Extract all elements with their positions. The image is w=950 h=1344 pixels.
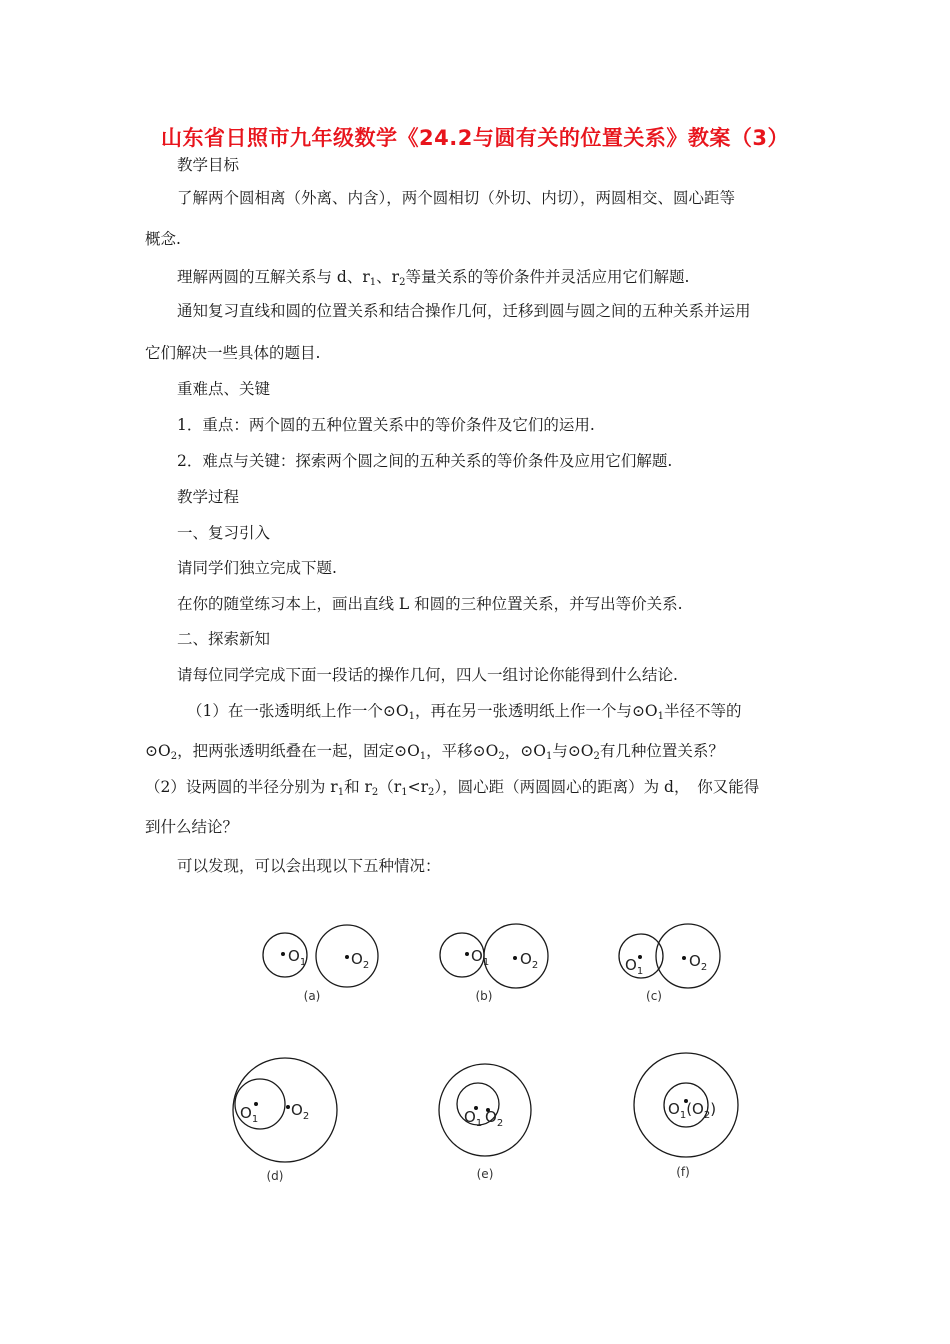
goal-1-line-a: 了解两个圆相离（外离、内含），两个圆相切（外切、内切），两圆相交、圆心距等 (177, 189, 736, 207)
question-2-line-a: （2）设两圆的半径分别为 $r_1$和 $r_2(r_1<r_2)$，圆心距（两圆圆心的距离）为 d， 你又能得 (145, 778, 760, 798)
fig-caption-b: (b) (475, 989, 493, 1003)
question-1-line-a: （1）在一张透明纸上作一个$⊙O_1$，再在另一张透明纸上作一个与$⊙O_1$半径不等的 (187, 702, 742, 722)
process-heading: 教学过程 (177, 488, 240, 506)
goal-1-line-b: 概念. (145, 230, 181, 248)
fig-b-label-o1: $O_1$ (471, 947, 490, 968)
fig-b-center-o2 (513, 956, 517, 960)
question-2-line-b: 到什么结论？ (145, 818, 239, 836)
fig-d-label-o1: $O_1$ (240, 1104, 259, 1125)
fig-a-circle-o1 (263, 933, 307, 977)
fig-caption-a: (a) (303, 989, 321, 1003)
fig-d-label-o2: $O_2$ (291, 1101, 310, 1122)
fig-a-center-o2 (345, 955, 349, 959)
fig-b-center-o1 (465, 952, 469, 956)
fig-c-center-o2 (682, 956, 686, 960)
explore-heading: 二、探索新知 (177, 630, 271, 648)
explore-line-1: 请每位同学完成下面一段话的操作几何，四人一组讨论你能得到什么结论. (177, 666, 678, 684)
fig-a-label-o1: $O_1$ (288, 947, 307, 968)
found-line: 可以发现，可以会出现以下五种情况： (177, 857, 441, 875)
fig-c-circle-o2 (656, 924, 720, 988)
fig-e-label-o2: $O_2$ (485, 1108, 504, 1129)
fig-a-label-o2: $O_2$ (351, 950, 370, 971)
fig-caption-e: (e) (476, 1167, 494, 1181)
review-line-2: 在你的随堂练习本上，画出直线 L 和圆的三种位置关系，并写出等价关系. (177, 595, 683, 613)
goal-3-line-b: 它们解决一些具体的题目. (145, 344, 321, 362)
goal-3-line-a: 通知复习直线和圆的位置关系和结合操作几何，迁移到圆与圆之间的五种关系并运用 (177, 302, 751, 320)
fig-caption-c: (c) (646, 989, 662, 1003)
document-title: 山东省日照市九年级数学《24.2与圆有关的位置关系》教案（3） (161, 126, 789, 150)
review-line-1: 请同学们独立完成下题. (177, 559, 337, 577)
fig-b-label-o2: $O_2$ (520, 950, 539, 971)
fig-c-center-o1 (638, 955, 642, 959)
review-heading: 一、复习引入 (177, 524, 271, 542)
fig-c-label-o2: $O_2$ (689, 952, 708, 973)
key-point-2: 2．难点与关键：探索两个圆之间的五种关系的等价条件及应用它们解题. (177, 452, 673, 470)
key-points-heading: 重难点、关键 (177, 380, 271, 398)
question-1-line-b: $⊙O_2$，把两张透明纸叠在一起，固定$⊙O_1$，平移$⊙O_2$，$⊙O_1$与$⊙O_2$有几种位置关系？ (145, 742, 724, 762)
fig-e-label-o1: $O_1$ (464, 1108, 483, 1129)
fig-caption-d: (d) (266, 1169, 284, 1183)
fig-f-label: $O_1(O_2)$ (668, 1100, 717, 1121)
goal-2: 理解两圆的互解关系与 d、$r_1$、$r_2$等量关系的等价条件并灵活应用它们解题. (177, 268, 690, 288)
fig-caption-f: (f) (676, 1165, 690, 1179)
key-point-1: 1．重点：两个圆的五种位置关系中的等价条件及它们的运用. (177, 416, 595, 434)
fig-d-center-o1 (254, 1102, 258, 1106)
fig-c-label-o1: $O_1$ (625, 956, 644, 977)
fig-d-center-o2 (286, 1105, 290, 1109)
goals-heading: 教学目标 (177, 156, 240, 174)
fig-a-center-o1 (281, 952, 285, 956)
fig-b-circle-o2 (484, 924, 548, 988)
